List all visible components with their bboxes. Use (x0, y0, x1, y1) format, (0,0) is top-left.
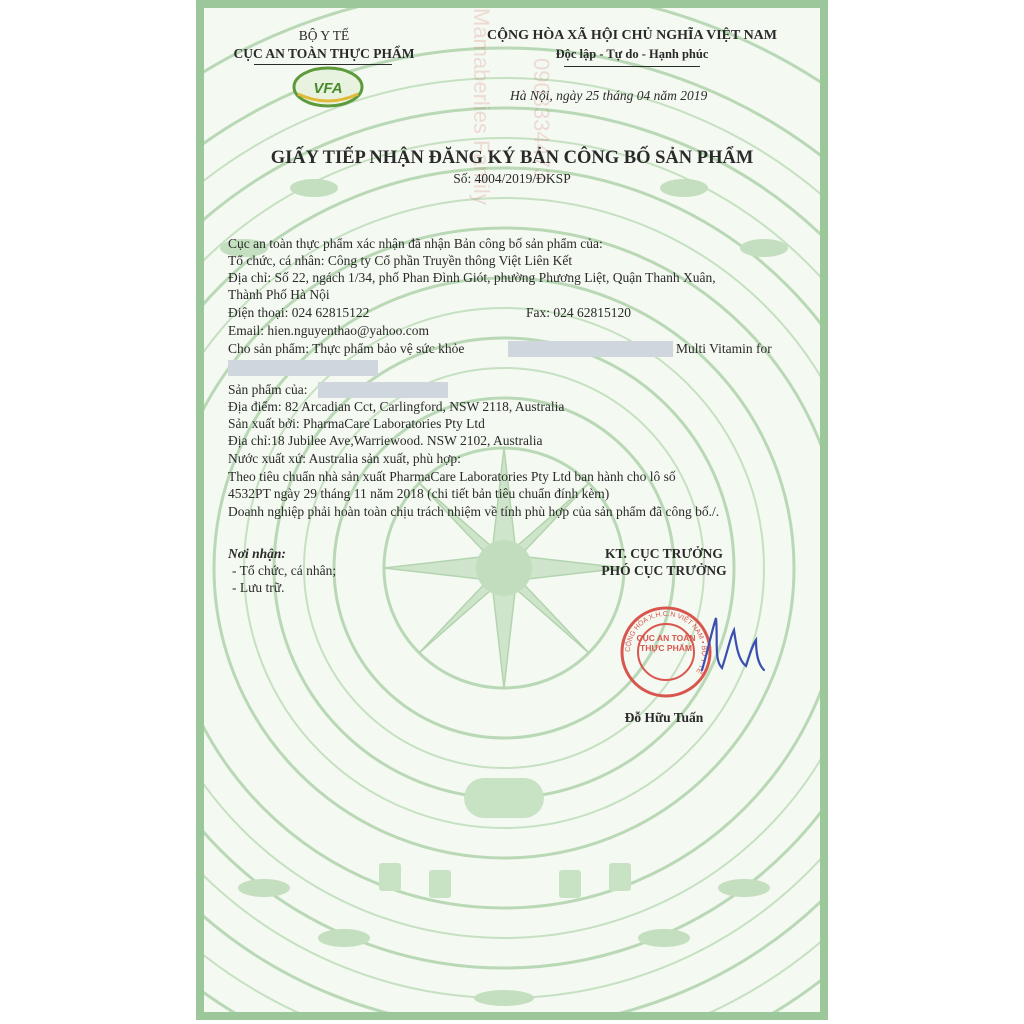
body-address-1: Địa chỉ: Số 22, ngách 1/34, phố Phan Đình Giót, phường Phương Liệt, Quận Thanh Xuân, (228, 270, 716, 285)
signer-role-2: PHÓ CỤC TRƯỞNG (601, 563, 727, 578)
ministry-name: BỘ Y TẾ (298, 28, 350, 43)
document-page (196, 0, 828, 1020)
body-product-tail: Multi Vitamin for (676, 341, 772, 356)
vfa-logo (288, 64, 368, 110)
signer-role-1: KT. CỤC TRƯỞNG (605, 546, 723, 561)
agency-name: CỤC AN TOÀN THỰC PHẨM (233, 46, 415, 61)
issue-date: Hà Nội, ngày 25 tháng 04 năm 2019 (510, 88, 708, 103)
document-number: Số: 4004/2019/ĐKSP (453, 171, 571, 186)
body-organization: Tổ chức, cá nhân: Công ty Cổ phần Truyền thông Việt Liên Kết (228, 253, 573, 268)
body-produced-by: Sản xuất bởi: PharmaCare Laboratories Pty Ltd (228, 416, 485, 431)
recipient-item: - Tổ chức, cá nhân; (232, 563, 337, 578)
national-motto: Độc lập - Tự do - Hạnh phúc (555, 47, 709, 61)
body-standard-2: 4532PT ngày 29 tháng 11 năm 2018 (chi tiết bản tiêu chuẩn đính kèm) (228, 486, 610, 501)
body-intro: Cục an toàn thực phẩm xác nhận đã nhận Bản công bố sản phẩm của: (228, 236, 603, 251)
stamp-inner-text: CỤC AN TOÀN THỰC PHẨM (636, 633, 696, 653)
body-responsibility: Doanh nghiệp phải hoàn toàn chịu trách nhiệm về tính phù hợp của sản phẩm đã công bố./. (228, 504, 720, 519)
body-standard-1: Theo tiêu chuẩn nhà sản xuất PharmaCare Laboratories Pty Ltd ban hành cho lô số (228, 469, 676, 484)
body-product-label: Cho sản phẩm: Thực phẩm bảo vệ sức khỏe (228, 341, 465, 356)
nation-name: CỘNG HÒA XÃ HỘI CHỦ NGHĨA VIỆT NAM (486, 28, 777, 43)
recipient-item: - Lưu trữ. (232, 580, 285, 595)
body-maker-label: Sản phẩm của: (228, 382, 308, 397)
stamp-ring-text: CỘNG HÒA X.H.C.N VIỆT NAM • BỘ Y TẾ (624, 610, 708, 675)
body-manufacturer-address: Địa chỉ:18 Jubilee Ave,Warriewood. NSW 2102, Australia (228, 433, 543, 448)
logo-text: VFA (313, 80, 343, 97)
watermark-text: Mamaberlies Family (469, 8, 494, 205)
motto-underline (564, 66, 700, 67)
body-location: Địa điểm: 82 Arcadian Cct, Carlingford, NSW 2118, Australia (228, 399, 565, 414)
redacted-product-name (508, 341, 673, 357)
body-origin: Nước xuất xứ: Australia sản xuất, phù hợp: (228, 451, 461, 466)
document-title: GIẤY TIẾP NHẬN ĐĂNG KÝ BẢN CÔNG BỐ SẢN PHẨM (270, 148, 754, 168)
body-email: Email: hien.nguyenthao@yahoo.com (228, 323, 430, 338)
body-address-2: Thành Phố Hà Nội (228, 287, 330, 302)
redacted-product-line (228, 360, 378, 376)
body-fax: Fax: 024 62815120 (526, 305, 632, 320)
signer-name: Đỗ Hữu Tuấn (624, 710, 704, 725)
recipients-heading: Nơi nhận: (228, 546, 286, 561)
redacted-maker (318, 382, 448, 398)
handwritten-signature (694, 610, 774, 680)
watermark-phone: 0903334473 (529, 58, 554, 181)
body-phone: Điện thoại: 024 62815122 (228, 305, 370, 320)
